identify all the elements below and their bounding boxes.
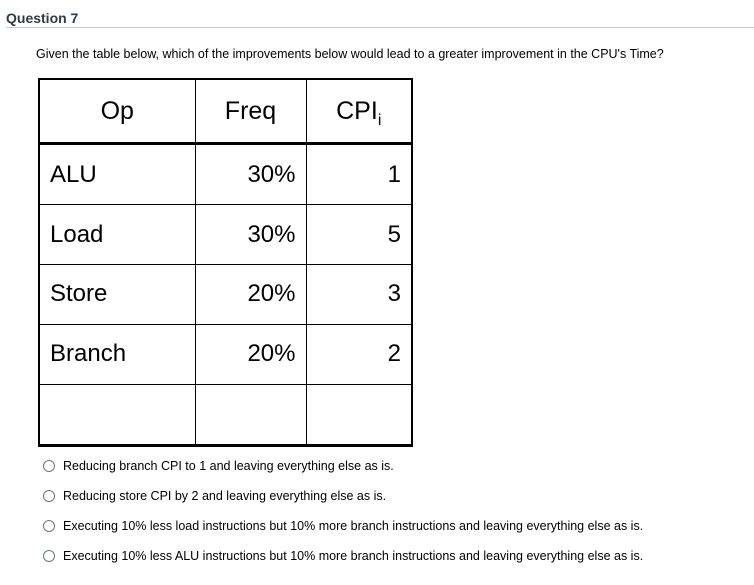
cell-op: ALU bbox=[39, 144, 195, 205]
header-cpi-text: CPI bbox=[336, 96, 378, 125]
answer-option[interactable] bbox=[43, 481, 643, 511]
answer-option-label: Executing 10% less ALU instructions but 10% more branch instructions and leaving everything else as is. bbox=[63, 549, 644, 563]
cell-cpi: 3 bbox=[306, 265, 412, 325]
cell-freq: 20% bbox=[195, 265, 306, 325]
title-divider bbox=[6, 27, 754, 28]
answer-option-label: Executing 10% less load instructions but 10% more branch instructions and leaving everything else as is. bbox=[63, 519, 644, 533]
header-cpi bbox=[306, 79, 412, 144]
answer-option-label: Reducing branch CPI to 1 and leaving everything else as is. bbox=[63, 459, 394, 473]
header-cpi-subscript: i bbox=[377, 111, 382, 129]
radio-button[interactable] bbox=[43, 460, 55, 472]
answer-option[interactable] bbox=[43, 541, 643, 571]
cell-cpi: 1 bbox=[306, 144, 412, 205]
cpi-table bbox=[38, 78, 413, 447]
table-row bbox=[39, 265, 412, 325]
answer-option[interactable] bbox=[43, 451, 643, 481]
cell-freq: 30% bbox=[195, 144, 306, 205]
cell-freq: 30% bbox=[195, 205, 306, 265]
cell-op: Store bbox=[39, 265, 195, 325]
question-prompt: Given the table below, which of the improvements below would lead to a greater improvement in the CPU's Time? bbox=[36, 47, 664, 61]
answer-options bbox=[43, 451, 643, 571]
table-empty-row bbox=[39, 384, 412, 445]
radio-button[interactable] bbox=[43, 520, 55, 532]
radio-button[interactable] bbox=[43, 490, 55, 502]
table-row bbox=[39, 324, 412, 384]
radio-button[interactable] bbox=[43, 550, 55, 562]
answer-option-label: Reducing store CPI by 2 and leaving everything else as is. bbox=[63, 489, 387, 503]
header-op: Op bbox=[39, 79, 195, 144]
header-freq: Freq bbox=[195, 79, 306, 144]
table-row bbox=[39, 205, 412, 265]
question-title: Question 7 bbox=[6, 10, 79, 26]
cell-op: Load bbox=[39, 205, 195, 265]
table-row bbox=[39, 144, 412, 205]
answer-option[interactable] bbox=[43, 511, 643, 541]
cell-cpi: 2 bbox=[306, 324, 412, 384]
cell-cpi: 5 bbox=[306, 205, 412, 265]
table-header-row bbox=[39, 79, 412, 144]
cell-op: Branch bbox=[39, 324, 195, 384]
cell-freq: 20% bbox=[195, 324, 306, 384]
